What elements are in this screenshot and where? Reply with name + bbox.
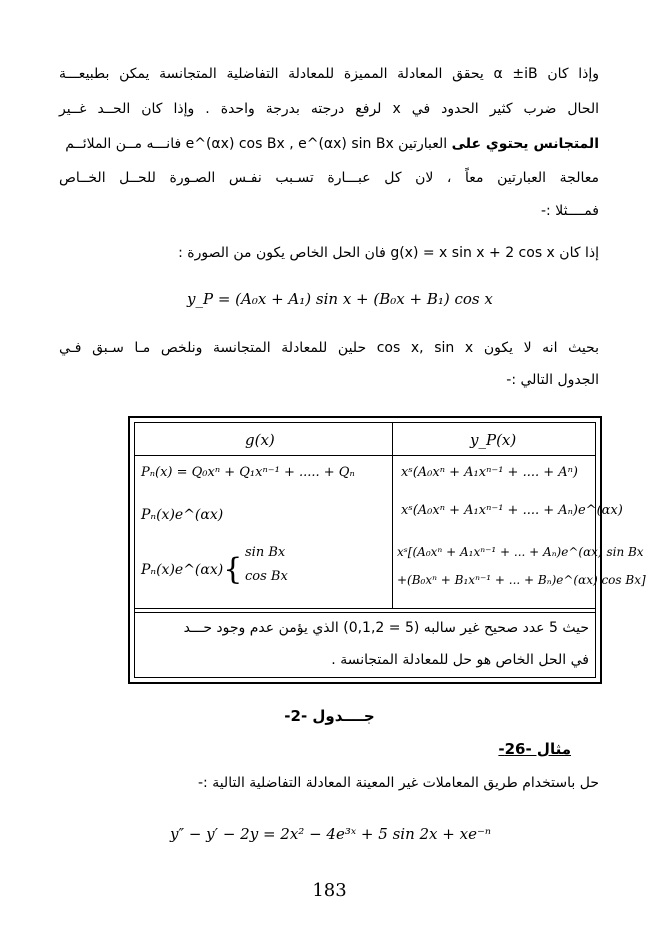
table-caption: جــــدول -2- — [284, 707, 375, 725]
paragraph2-line-2: بحيث انه لا يكون cos x, sin x حلين للمعادلة المتجانسة ونلخص مـا سـبق فـي — [59, 340, 599, 356]
table-note-divider — [135, 608, 595, 609]
paragraph-line-3-bold: المتجانس يحتوي على — [451, 136, 599, 152]
paragraph-line-4: معالجة العبارتين معاً ، لان كل عبـــارة تسـبب نفـس الصـورة للحــل الخــاص — [59, 170, 599, 186]
example-text: حل باستخدام طريق المعاملات غير المعينة المعادلة التفاضلية التالية :- — [197, 775, 599, 791]
table-header-g: g(x) — [245, 431, 275, 449]
summary-table — [128, 416, 646, 684]
example-title: مثال -26- — [498, 740, 571, 758]
table-header-yp: y_P(x) — [470, 431, 517, 449]
paragraph-line-2: الحال ضرب كثير الحدود في x لرفع درجته بدرجة واحدة . وإذا كان الحــد غــير — [59, 101, 599, 117]
table-note-divider-double — [135, 612, 595, 613]
paragraph-line-1: وإذا كان α ±iB يحقق المعادلة المميزة للمعادلة التفاضلية المتجانسة يمكن بطبيعـــة — [59, 66, 599, 82]
table-note-line-2: في الحل الخاص هو حل للمعادلة المتجانسة . — [331, 652, 589, 668]
paragraph-line-3-rest: العبارتين e^(αx) cos Bx , e^(αx) sin Bx فانـــه مــن الملائــم — [65, 136, 452, 152]
paragraph-line-3 — [59, 136, 599, 152]
table-row3-left — [141, 552, 243, 587]
table-column-divider — [392, 423, 393, 608]
table-row1-left: Pₙ(x) = Q₀xⁿ + Q₁xⁿ⁻¹ + ..... + Qₙ — [141, 465, 355, 480]
table-row3-right-2: +(B₀xⁿ + B₁xⁿ⁻¹ + ... + Bₙ)e^(αx) cos Bx] — [397, 573, 646, 587]
table-row2-left: Pₙ(x)e^(αx) — [141, 507, 224, 523]
left-brace-icon: { — [223, 552, 243, 587]
particular-solution-equation: y_P = (A₀x + A₁) sin x + (B₀x + B₁) cos x — [187, 290, 493, 308]
paragraph2-line-1: إذا كان g(x) = x sin x + 2 cos x فان الحل الخاص يكون من الصورة : — [178, 245, 599, 261]
table-row3-right-1: xˢ[(A₀xⁿ + A₁xⁿ⁻¹ + ... + Aₙ)e^(αx) sin Bx — [397, 545, 644, 559]
table-note-line-1: حيث 5 عدد صحيح غير سالبه (5 = 0,1,2) الذي يؤمن عدم وجود حـــد — [183, 620, 589, 636]
table-row3-left-prefix: Pₙ(x)e^(αx) — [141, 562, 224, 578]
table-header-divider — [135, 455, 595, 456]
paragraph2-line-3: الجدول التالي :- — [506, 372, 599, 388]
table-row1-right: xˢ(A₀xⁿ + A₁xⁿ⁻¹ + .... + Aⁿ) — [401, 465, 578, 480]
table-row3-left-cos: cos Bx — [245, 569, 288, 584]
table-row3-left-sin: sin Bx — [245, 545, 286, 560]
summary-table-inner — [134, 422, 646, 678]
paragraph-line-5: فمــــثلا :- — [541, 203, 599, 219]
example-equation: y″ − y′ − 2y = 2x² − 4e³ˣ + 5 sin 2x + xe⁻ⁿ — [170, 825, 491, 843]
table-row2-right: xˢ(A₀xⁿ + A₁xⁿ⁻¹ + .... + Aₙ)e^(αx) — [401, 503, 623, 518]
page-number: 183 — [312, 880, 347, 901]
